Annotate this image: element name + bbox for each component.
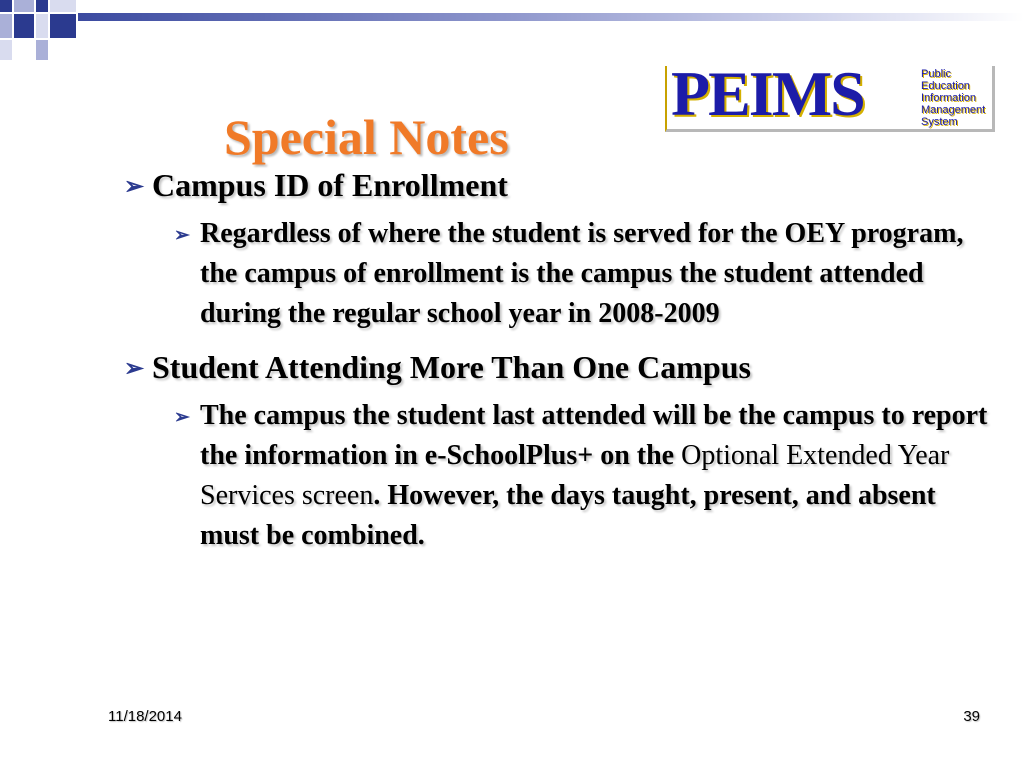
arrow-bullet-icon: ➢ (174, 407, 190, 428)
sub-bullet-text: The campus the student last attended will be the campus to report the information in e-SchoolPlus+ on the (200, 400, 988, 471)
decor-square (36, 0, 48, 12)
header-gradient-bar (78, 13, 1024, 21)
bullet-heading: Student Attending More Than One Campus (152, 349, 751, 385)
bullet-heading: Campus ID of Enrollment (152, 167, 508, 203)
decor-square (0, 40, 12, 60)
sub-bullet-text: Regardless of where the student is served for the OEY program, the campus of enrollment is the campus the student attended during the regular school year in 2008-2009 (200, 218, 964, 329)
footer-date: 11/18/2014 (108, 708, 182, 725)
logo-wordmark: PEIMS (671, 58, 864, 129)
bullet-item (120, 348, 1000, 386)
logo-legend-line: Information (921, 92, 977, 104)
decor-square (14, 0, 34, 12)
slide-title: Special Notes (224, 109, 509, 165)
logo-legend-line: Management (921, 104, 986, 116)
sub-bullet-text: . However, the days taught, present, and absent must be combined. (200, 480, 936, 551)
decor-square (36, 40, 48, 60)
decor-square (0, 0, 12, 12)
logo-legend-line: Public (921, 68, 951, 80)
arrow-bullet-icon: ➢ (174, 225, 190, 246)
decor-square (36, 14, 48, 38)
arrow-bullet-icon: ➢ (124, 174, 145, 200)
bullet-item (120, 166, 1000, 204)
decor-square (0, 14, 12, 38)
logo-legend-line: System (921, 116, 958, 128)
bullet-list (120, 166, 1000, 570)
sub-bullet-item (172, 396, 1000, 556)
arrow-bullet-icon: ➢ (124, 356, 145, 382)
decor-square (50, 0, 76, 12)
logo-legend-line: Education (921, 80, 970, 92)
slide-number: 39 (963, 708, 980, 725)
peims-logo (665, 58, 995, 132)
decor-square (50, 14, 76, 38)
decor-square (14, 14, 34, 38)
sub-bullet-item (172, 214, 1000, 334)
screen-name-text: Optional Extended Year Services screen (200, 440, 950, 511)
logo-legend (921, 68, 985, 128)
